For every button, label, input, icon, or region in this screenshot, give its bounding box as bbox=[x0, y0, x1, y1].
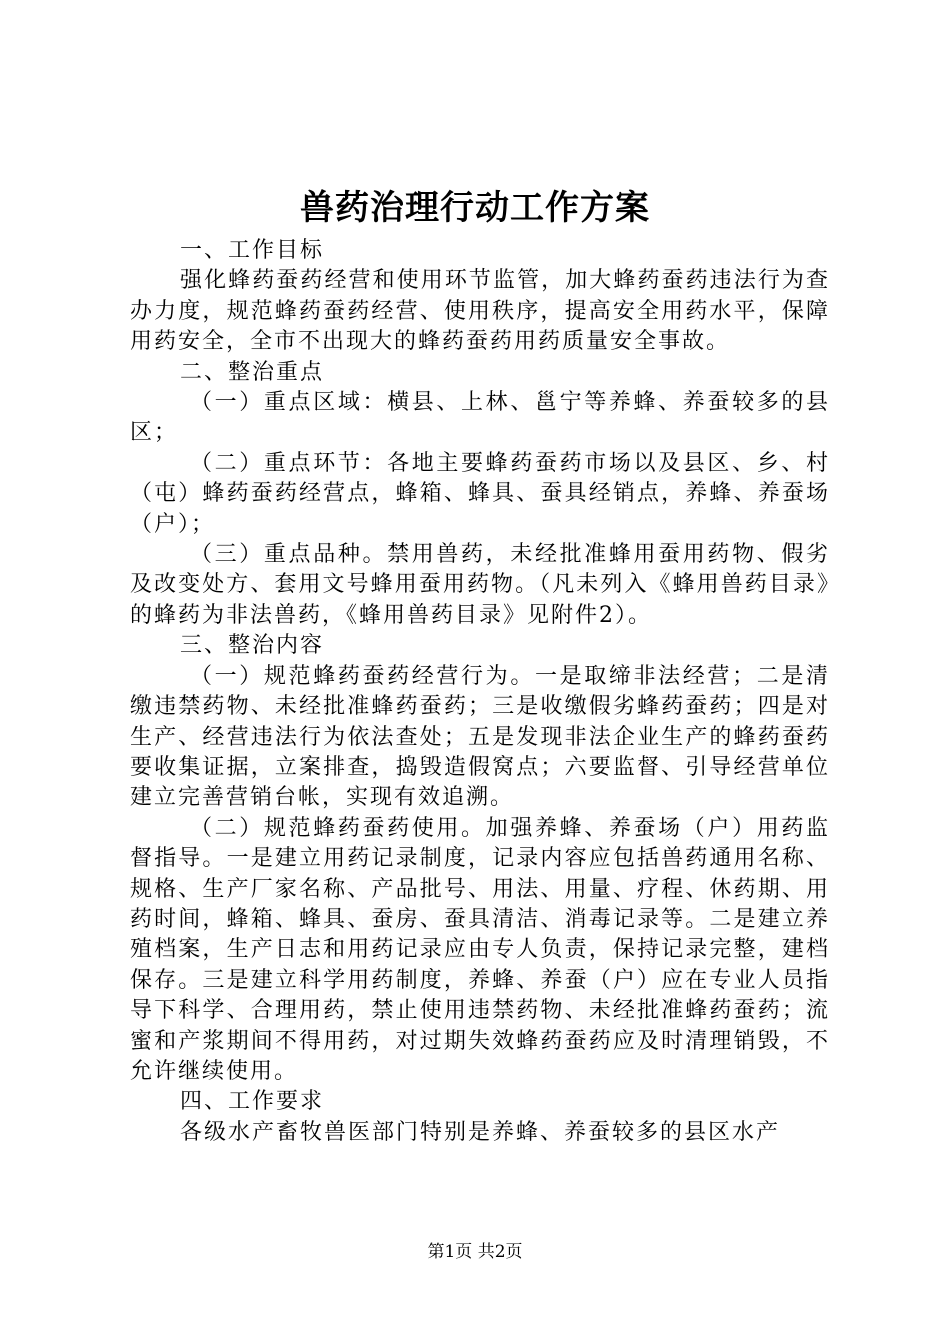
paragraph-focus-link: （二）重点环节：各地主要蜂药蚕药市场以及县区、乡、村（屯）蜂药蚕药经营点，蜂箱、蜂具、蚕具经销点，养蜂、养蚕场（户）； bbox=[130, 450, 830, 537]
section-heading-requirements: 四、工作要求 bbox=[180, 1089, 325, 1115]
paragraph-focus-region: （一）重点区域：横县、上林、邕宁等养蜂、养蚕较多的县区； bbox=[130, 390, 830, 446]
section-heading-focus: 二、整治重点 bbox=[180, 359, 325, 385]
paragraph-content-usage: （二）规范蜂药蚕药使用。加强养蜂、养蚕场（户）用药监督指导。一是建立用药记录制度，记录内容应包括兽药通用名称、规格、生产厂家名称、产品批号、用法、用量、疗程、休药期、用药时间，蜂箱、蜂具、蚕房、蚕具清洁、消毒记录等。二是建立养殖档案，生产日志和用药记录应由专人负责，保持记录完整，建档保存。三是建立科学用药制度，养蜂、养蚕（户）应在专业人员指导下科学、合理用药，禁止使用违禁药物、未经批准蜂药蚕药；流蜜和产浆期间不得用药，对过期失效蜂药蚕药应及时清理销毁，不允许继续使用。 bbox=[130, 815, 830, 1084]
page-indicator: 第1页 共2页 bbox=[427, 1242, 523, 1262]
section-heading-goals: 一、工作目标 bbox=[180, 238, 325, 263]
document-body bbox=[130, 236, 830, 1148]
document-title: 兽药治理行动工作方案 bbox=[300, 188, 650, 228]
paragraph-focus-varieties: （三）重点品种。禁用兽药，未经批准蜂用蚕用药物、假劣及改变处方、套用文号蜂用蚕用药物。（凡未列入《蜂用兽药目录》的蜂药为非法兽药，《蜂用兽药目录》见附件2）。 bbox=[130, 542, 830, 628]
paragraph-goals: 强化蜂药蚕药经营和使用环节监管，加大蜂药蚕药违法行为查办力度，规范蜂药蚕药经营、使用秩序，提高安全用药水平，保障用药安全，全市不出现大的蜂药蚕药用药质量安全事故。 bbox=[130, 268, 830, 355]
paragraph-content-operation: （一）规范蜂药蚕药经营行为。一是取缔非法经营；二是清缴违禁药物、未经批准蜂药蚕药；三是收缴假劣蜂药蚕药；四是对生产、经营违法行为依法查处；五是发现非法企业生产的蜂药蚕药要收集证据，立案排查，捣毁造假窝点；六要监督、引导经营单位建立完善营销台帐，实现有效追溯。 bbox=[130, 663, 830, 811]
section-heading-content: 三、整治内容 bbox=[180, 633, 325, 659]
paragraph-requirements: 各级水产畜牧兽医部门特别是养蜂、养蚕较多的县区水产 bbox=[180, 1119, 781, 1145]
